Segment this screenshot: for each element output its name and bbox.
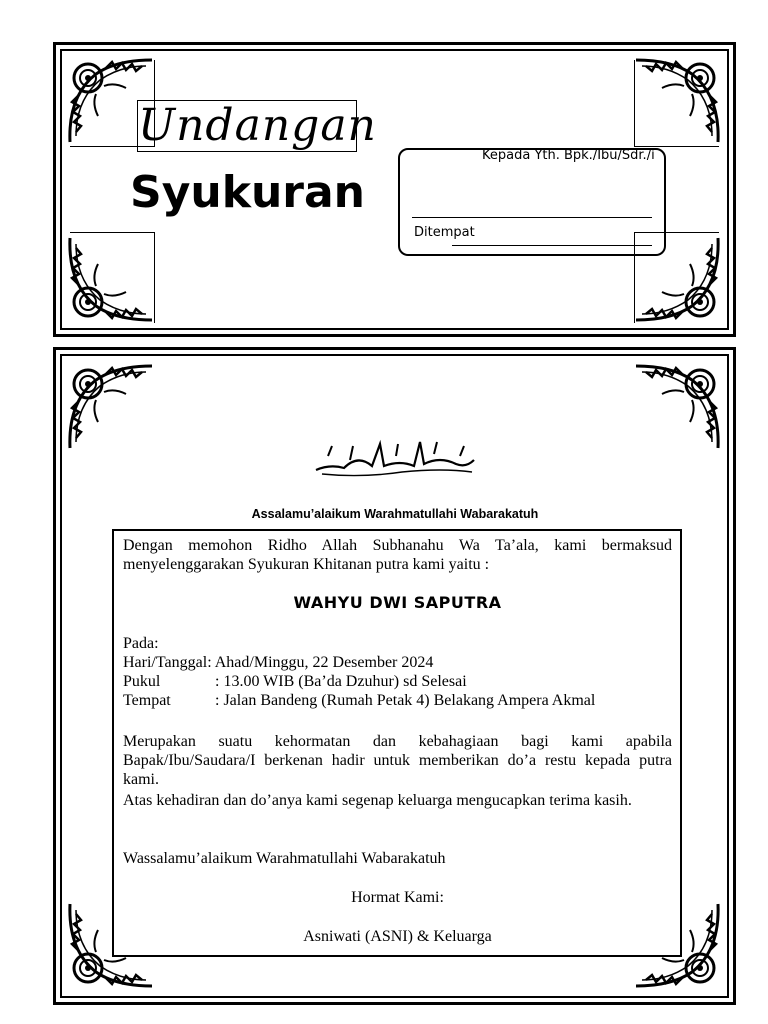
- closing-greeting: Wassalamu’alaikum Warahmatullahi Wabarakatuh: [123, 850, 446, 867]
- corner-ornament-icon: [632, 362, 722, 452]
- detail-row-date: [123, 653, 433, 672]
- child-name: WAHYU DWI SAPUTRA: [293, 593, 502, 612]
- address-line: [412, 217, 652, 218]
- regards-label: Hormat Kami:: [351, 889, 444, 906]
- location-label: Ditempat: [414, 225, 475, 240]
- addressee-label: Kepada Yth. Bpk./Ibu/Sdr./i: [482, 148, 655, 163]
- intro-paragraph: Dengan memohon Ridho Allah Subhanahu Wa Ta’ala, kami bermaksud menyelenggarakan Syukuran Khitanan putra kami yaitu :: [123, 537, 672, 573]
- detail-label: Hari/Tanggal: [123, 654, 208, 671]
- pada-label: Pada:: [123, 635, 159, 652]
- basmala-calligraphy: [310, 434, 480, 478]
- detail-label: Pukul: [123, 673, 161, 690]
- detail-value: : 13.00 WIB (Ba’da Dzuhur) sd Selesai: [215, 673, 467, 690]
- corner-bracket: [634, 60, 719, 147]
- detail-value: : Jalan Bandeng (Rumah Petak 4) Belakang Ampera Akmal: [215, 692, 596, 709]
- corner-ornament-icon: [66, 362, 156, 452]
- detail-value: : Ahad/Minggu, 22 Desember 2024: [207, 654, 434, 671]
- detail-row-time: [123, 672, 467, 691]
- detail-row-place: [123, 691, 595, 710]
- detail-label: Tempat: [123, 692, 171, 709]
- title-undangan: Undangan: [138, 100, 377, 151]
- title-syukuran: Syukuran: [130, 167, 365, 218]
- greeting: Assalamu’alaikum Warahmatullahi Wabarakatuh: [251, 507, 539, 521]
- paragraph-thanks: Atas kehadiran dan do’anya kami segenap keluarga mengucapkan terima kasih.: [123, 792, 632, 809]
- signature: Asniwati (ASNI) & Keluarga: [303, 928, 492, 945]
- address-line: [452, 245, 652, 246]
- corner-bracket: [70, 232, 155, 323]
- paragraph-honor: Merupakan suatu kehormatan dan kebahagiaan bagi kami apabila Bapak/Ibu/Saudara/I berkenan hadir untuk memberikan do’a restu kepada putra kami.: [123, 733, 672, 788]
